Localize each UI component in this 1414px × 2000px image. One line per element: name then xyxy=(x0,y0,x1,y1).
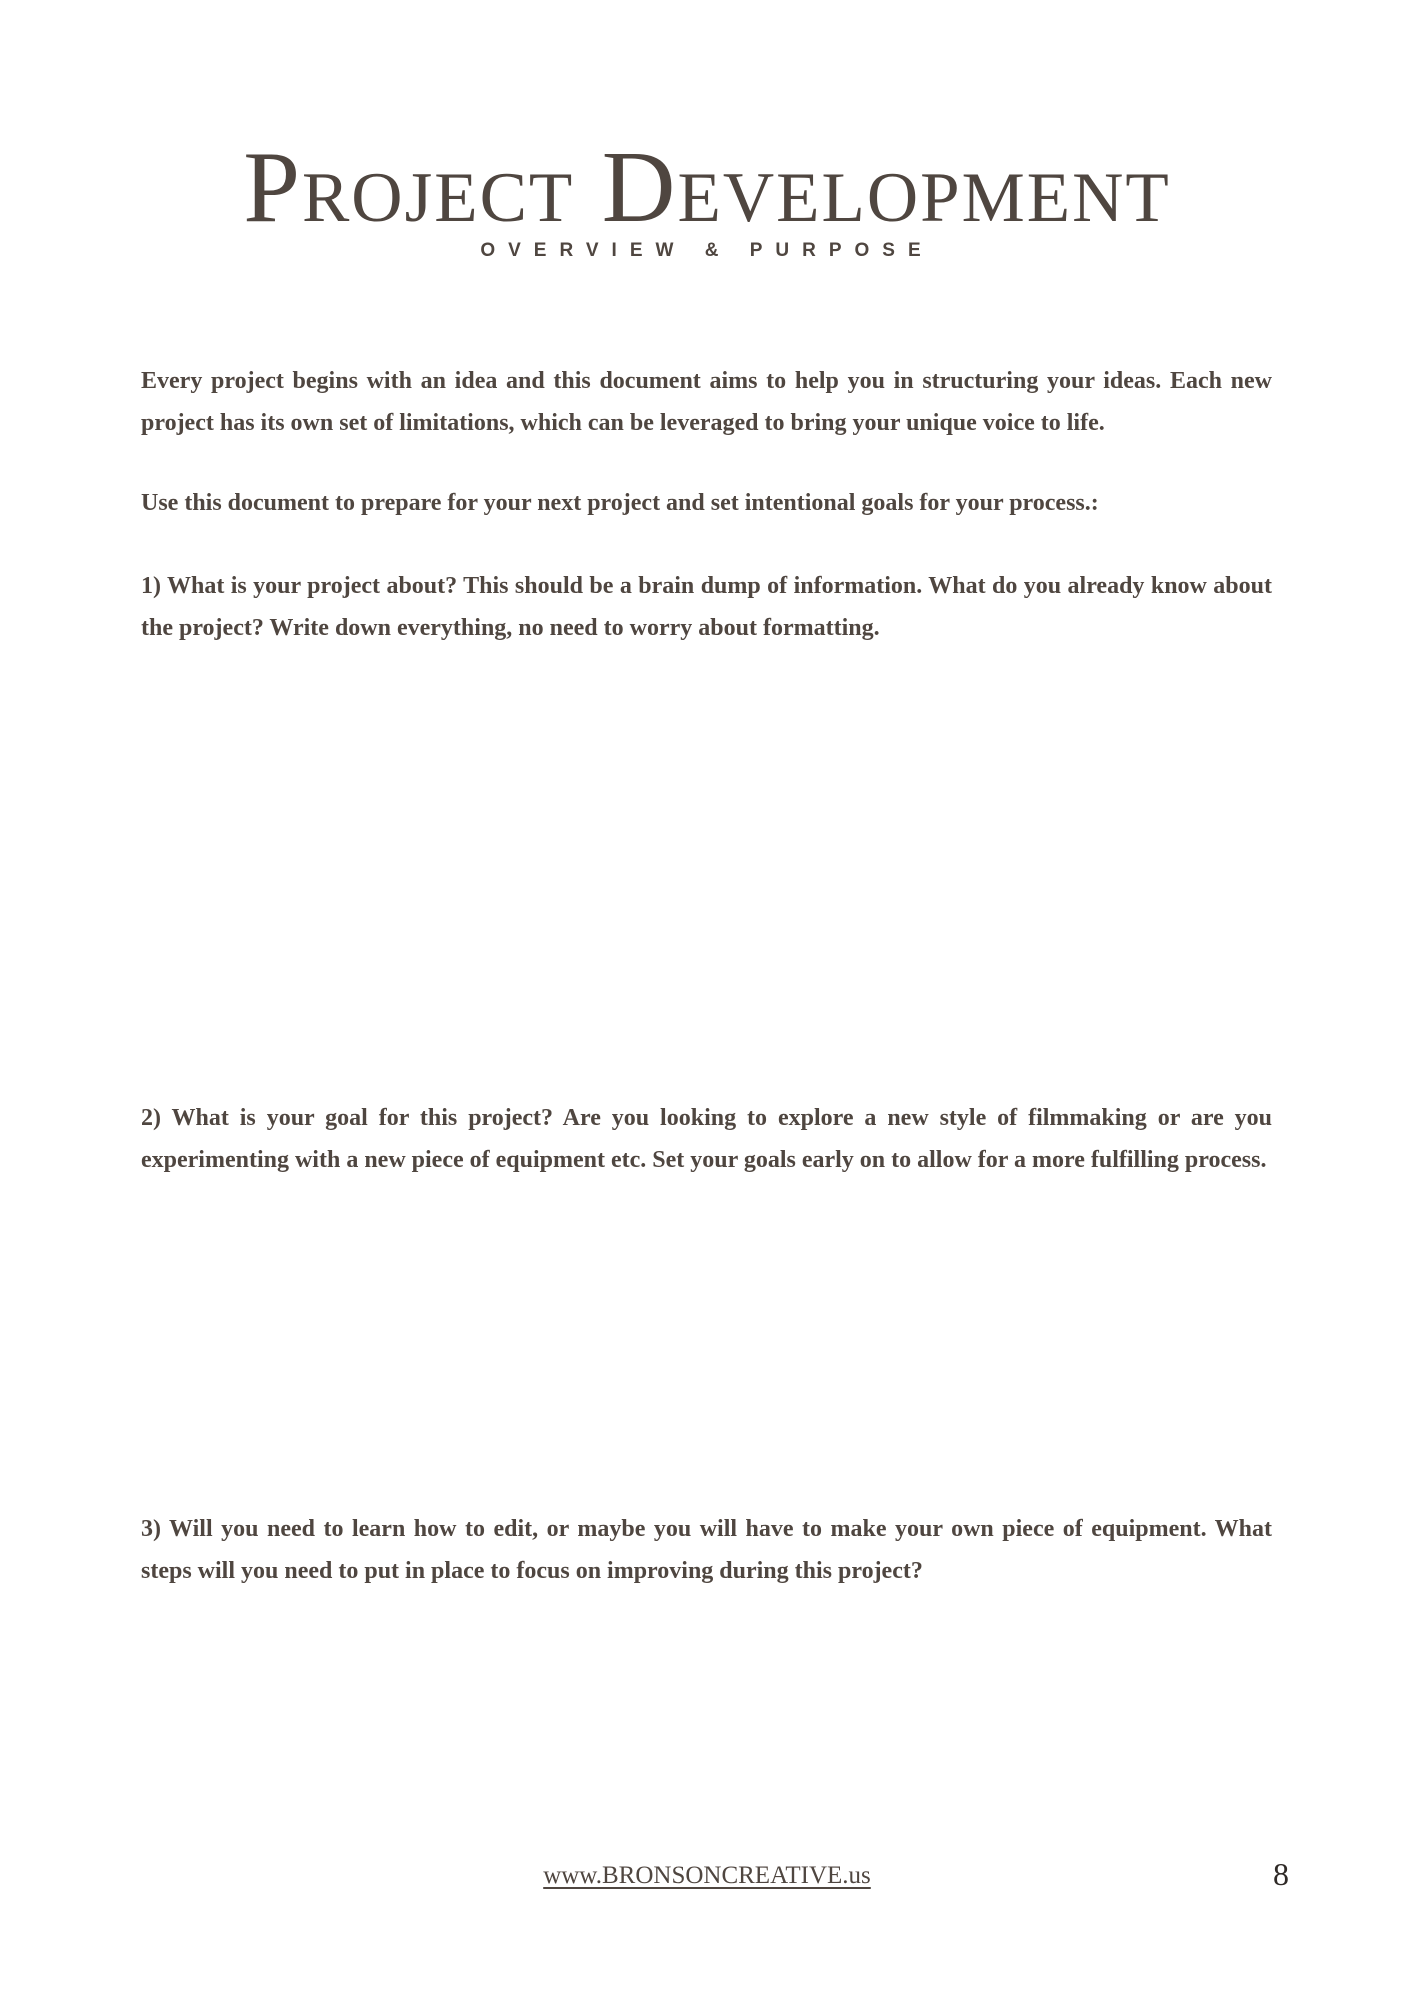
question-3: 3) Will you need to learn how to edit, or maybe you will have to make your own piece of equipment. What steps will you need to put in place to focus on improving during this project? xyxy=(141,1516,1272,1584)
question-2: 2) What is your goal for this project? Are you looking to explore a new style of filmmaking or are you experimenting with a new piece of equipment etc. Set your goals early on to allow for a more fulfilling process. xyxy=(141,1105,1272,1173)
page-number: 8 xyxy=(1273,1856,1289,1892)
page-title: Project Development xyxy=(243,131,1171,244)
intro-paragraph: Every project begins with an idea and this document aims to help you in structuring your ideas. Each new project has its own set of limitations, which can be leveraged to bring your unique voice to life. xyxy=(141,368,1272,436)
question-1: 1) What is your project about? This should be a brain dump of information. What do you already know about the project? Write down everything, no need to worry about formatting. xyxy=(141,573,1272,641)
website-link[interactable]: www.BRONSONCREATIVE.us xyxy=(543,1862,871,1889)
usage-paragraph: Use this document to prepare for your next project and set intentional goals for your process.: xyxy=(141,490,1099,516)
page-subtitle: OVERVIEW & PURPOSE xyxy=(480,240,934,261)
